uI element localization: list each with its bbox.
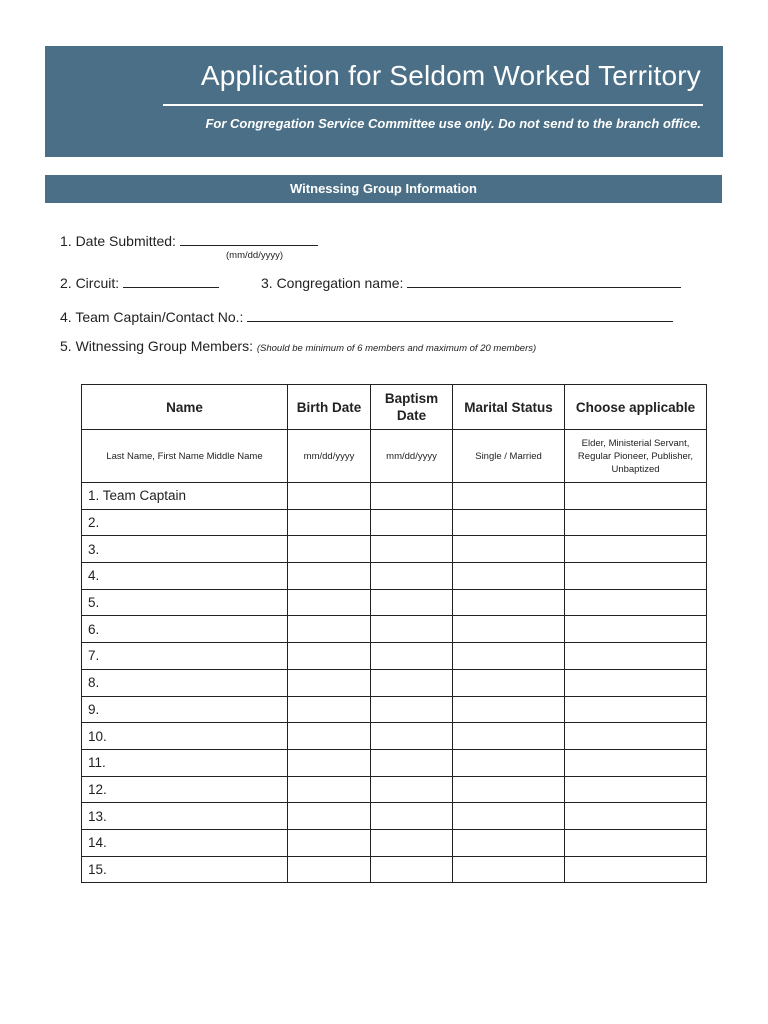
date-submitted-line[interactable] [180,233,318,246]
table-row [82,669,707,696]
member-name-cell[interactable]: 14. [82,829,288,856]
applicable-cell[interactable] [565,669,707,696]
marital-status-cell[interactable] [453,856,565,883]
applicable-options-hint: Elder, Ministerial Servant, Regular Pioneer, Publisher, Unbaptized [565,430,707,483]
circuit-field[interactable] [60,275,219,291]
marital-status-cell[interactable] [453,829,565,856]
congregation-label: 3. Congregation name: [261,275,404,291]
birth-date-cell[interactable] [288,829,371,856]
baptism-date-cell[interactable] [371,696,453,723]
birth-date-cell[interactable] [288,589,371,616]
birth-date-cell[interactable] [288,563,371,590]
marital-status-cell[interactable] [453,723,565,750]
marital-status-cell[interactable] [453,483,565,510]
table-row [82,723,707,750]
marital-status-cell[interactable] [453,536,565,563]
table-row [82,536,707,563]
team-captain-field[interactable] [60,309,673,325]
table-row [82,509,707,536]
date-submitted-label: 1. Date Submitted: [60,233,176,249]
baptism-date-format-hint: mm/dd/yyyy [371,430,453,483]
applicable-cell[interactable] [565,509,707,536]
member-name-cell[interactable]: 9. [82,696,288,723]
col-baptism-date-header: Baptism Date [371,385,453,430]
table-header-row [82,385,707,430]
members-note: (Should be minimum of 6 members and maximum of 20 members) [256,343,537,354]
member-name-cell[interactable]: 5. [82,589,288,616]
table-row [82,616,707,643]
applicable-cell[interactable] [565,696,707,723]
table-row [82,563,707,590]
table-row [82,776,707,803]
members-field [60,338,536,354]
applicable-cell[interactable] [565,749,707,776]
date-submitted-field[interactable] [60,233,318,249]
applicable-cell[interactable] [565,536,707,563]
baptism-date-cell[interactable] [371,669,453,696]
applicable-cell[interactable] [565,589,707,616]
applicable-cell[interactable] [565,829,707,856]
baptism-date-cell[interactable] [371,616,453,643]
applicable-cell[interactable] [565,856,707,883]
member-rows [82,483,707,883]
baptism-date-cell[interactable] [371,829,453,856]
marital-status-cell[interactable] [453,509,565,536]
table-row [82,589,707,616]
congregation-field[interactable] [261,275,681,291]
birth-date-cell[interactable] [288,803,371,830]
member-name-cell[interactable]: 3. [82,536,288,563]
congregation-line[interactable] [407,275,681,288]
member-name-cell[interactable]: 10. [82,723,288,750]
applicable-cell[interactable] [565,643,707,670]
members-table [81,384,707,883]
table-row [82,829,707,856]
table-row [82,856,707,883]
applicable-cell[interactable] [565,483,707,510]
marital-status-cell[interactable] [453,803,565,830]
member-name-cell[interactable]: 7. [82,643,288,670]
applicable-cell[interactable] [565,723,707,750]
circuit-line[interactable] [123,275,219,288]
baptism-date-cell[interactable] [371,589,453,616]
page-subtitle: For Congregation Service Committee use only. Do not send to the branch office. [205,116,701,131]
col-name-header: Name [82,385,288,430]
baptism-date-cell[interactable] [371,643,453,670]
member-name-cell[interactable]: 2. [82,509,288,536]
table-row [82,483,707,510]
applicable-cell[interactable] [565,803,707,830]
table-row [82,696,707,723]
birth-date-cell[interactable] [288,696,371,723]
title-divider [163,104,703,106]
birth-date-format-hint: mm/dd/yyyy [288,430,371,483]
table-row [82,643,707,670]
baptism-date-cell[interactable] [371,483,453,510]
marital-status-cell[interactable] [453,563,565,590]
baptism-date-cell[interactable] [371,563,453,590]
name-format-hint: Last Name, First Name Middle Name [82,430,288,483]
marital-status-cell[interactable] [453,616,565,643]
baptism-date-cell[interactable] [371,803,453,830]
applicable-cell[interactable] [565,776,707,803]
baptism-date-cell[interactable] [371,723,453,750]
member-name-cell[interactable]: 13. [82,803,288,830]
birth-date-cell[interactable] [288,509,371,536]
col-birth-date-header: Birth Date [288,385,371,430]
member-name-cell[interactable]: 12. [82,776,288,803]
col-marital-status-header: Marital Status [453,385,565,430]
marital-status-cell[interactable] [453,589,565,616]
birth-date-cell[interactable] [288,776,371,803]
marital-status-cell[interactable] [453,776,565,803]
circuit-label: 2. Circuit: [60,275,120,291]
date-format-hint: (mm/dd/yyyy) [226,250,283,261]
member-name-cell[interactable]: 15. [82,856,288,883]
baptism-date-cell[interactable] [371,776,453,803]
section-header: Witnessing Group Information [45,175,722,203]
birth-date-cell[interactable] [288,643,371,670]
member-name-cell[interactable]: 11. [82,749,288,776]
birth-date-cell[interactable] [288,616,371,643]
marital-status-hint: Single / Married [453,430,565,483]
marital-status-cell[interactable] [453,749,565,776]
team-captain-label: 4. Team Captain/Contact No.: [60,309,244,325]
birth-date-cell[interactable] [288,723,371,750]
team-captain-line[interactable] [247,309,673,322]
table-row [82,749,707,776]
table-hint-row [82,430,707,483]
table-row [82,803,707,830]
baptism-date-cell[interactable] [371,536,453,563]
member-name-cell[interactable]: 1. Team Captain [82,483,288,510]
birth-date-cell[interactable] [288,483,371,510]
birth-date-cell[interactable] [288,536,371,563]
member-name-cell[interactable]: 8. [82,669,288,696]
header-banner [45,46,723,157]
baptism-date-cell[interactable] [371,856,453,883]
col-choose-applicable-header: Choose applicable [565,385,707,430]
baptism-date-cell[interactable] [371,749,453,776]
birth-date-cell[interactable] [288,669,371,696]
birth-date-cell[interactable] [288,749,371,776]
marital-status-cell[interactable] [453,696,565,723]
applicable-cell[interactable] [565,563,707,590]
members-label: 5. Witnessing Group Members: [60,338,253,354]
page-title: Application for Seldom Worked Territory [200,60,701,91]
marital-status-cell[interactable] [453,669,565,696]
marital-status-cell[interactable] [453,643,565,670]
member-name-cell[interactable]: 4. [82,563,288,590]
birth-date-cell[interactable] [288,856,371,883]
member-name-cell[interactable]: 6. [82,616,288,643]
applicable-cell[interactable] [565,616,707,643]
baptism-date-cell[interactable] [371,509,453,536]
